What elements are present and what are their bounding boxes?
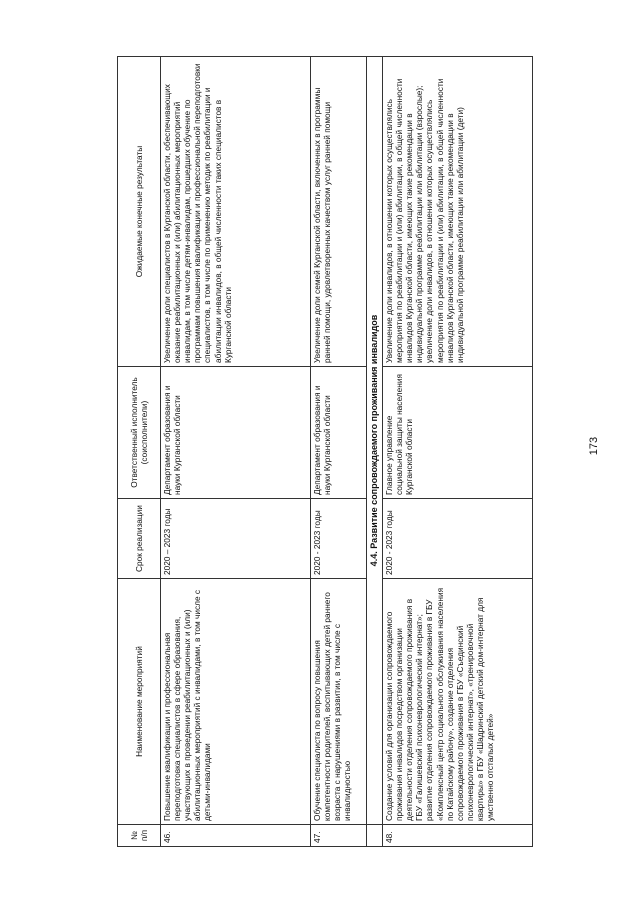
header-executor: Ответственный исполнитель (соисполнители) xyxy=(118,367,161,499)
row-result: Увеличение доли инвалидов, в отношении которых осуществлялись мероприятия по реабилитации и (или) абилитации, в общей численности инвалидов Курганской области, имеющих такие рекомендации в индивидуальной программе реабилитации или абилитации (взрослые); увеличение доли инвалидов, в отношении которых осуществлялись мероприятия по реабилитации и (или) абилитации, в общей численности инвалидов Курганской области, имеющих такие рекомендации в индивидуальной программе реабилитации или абилитации (дети) xyxy=(382,57,532,367)
row-executor: Департамент образования и науки Курганской области xyxy=(311,367,367,499)
row-executor: Главное управление социальной защиты населения Курганской области xyxy=(382,367,532,499)
section-row xyxy=(367,57,383,847)
rotated-table-wrapper xyxy=(117,57,531,847)
page-number: 173 xyxy=(588,436,600,456)
row-result: Увеличение доли специалистов в Курганской области, обеспечивающих оказание реабилитационных и (или) абилитационных мероприятий инвалидам, в том числе детям-инвалидам, прошедших обучение по программам повышения квалификации и профессиональной переподготовки специалистов, в том числе по применению методик по реабилитации и абилитации инвалидов, в общей численности таких специалистов в Курганской области xyxy=(161,57,311,367)
header-num: № п/п xyxy=(118,825,161,847)
row-executor: Департамент образования и науки Курганской области xyxy=(161,367,311,499)
row-name: Повышение квалификации и профессиональная переподготовка специалистов в сфере образования, участвующих в проведении реабилитационных и (или) абилитационных мероприятий с инвалидами, в том числе с детьми-инвалидами xyxy=(161,579,311,825)
section-title: 4.4. Развитие сопровождаемого проживания инвалидов xyxy=(367,57,383,825)
row-name: Обучение специалиста по вопросу повышения компетентности родителей, воспитывающих детей раннего возраста с нарушениями в развитии, в том числе с инвалидностью xyxy=(311,579,367,825)
row-num: 46. xyxy=(161,825,311,847)
measures-table xyxy=(117,56,533,847)
row-num: 48. xyxy=(382,825,532,847)
row-name: Создание условий для организации сопровождаемого проживания инвалидов посредством организации деятельности отделения сопровождаемого проживания в ГБУ «Галишевский психоневрологический интернат»; развитие отделения сопровождаемого проживания в ГБУ «Комплексный центр социального обслуживания населения по Катайскому району», создание отделения сопровождаемого проживания в ГБУ «Съединский психоневрологический интернат», «тренировочной квартиры» в ГБУ «Шадринский детский дом-интернат для умственно отсталых детей» xyxy=(382,579,532,825)
header-result: Ожидаемые конечные результаты xyxy=(118,57,161,367)
row-term: 2020 - 2023 годы xyxy=(311,499,367,579)
row-num: 47. xyxy=(311,825,367,847)
table-header-row xyxy=(118,57,161,847)
table-row xyxy=(382,57,532,847)
header-name: Наименование мероприятий xyxy=(118,579,161,825)
row-result: Увеличение доли семей Курганской области, включенных в программы ранней помощи, удовлетворенных качеством услуг ранней помощи xyxy=(311,57,367,367)
table-row xyxy=(161,57,311,847)
row-term: 2020 - 2023 годы xyxy=(382,499,532,579)
header-term: Срок реализации xyxy=(118,499,161,579)
section-num-spacer xyxy=(367,825,383,847)
row-term: 2020 – 2023 годы xyxy=(161,499,311,579)
table-row xyxy=(311,57,367,847)
